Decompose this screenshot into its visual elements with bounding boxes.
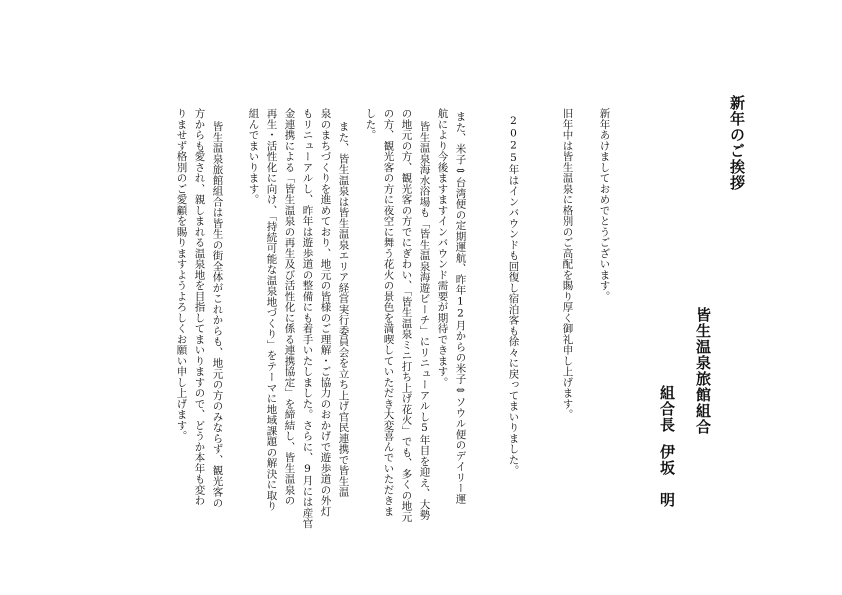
body-line: の地元の方、観光客の方でにぎわい、「皆生温泉ミニ打ち上げ花火」でも、多くの地元 — [400, 108, 413, 522]
body-line: 泉のまちづくりを進めており、地元の皆様のご理解・ご協力のおかげで遊歩道の外灯 — [319, 108, 332, 517]
body-line: した。 — [364, 108, 377, 141]
body-line: もリニューアルし、昨年は遊歩道の整備にも着手いたしました。さらに、9月には産官 — [301, 108, 314, 529]
signature-name: 伊坂 明 — [658, 444, 676, 508]
body-line: 2025年はインバウンドも回復し宿泊客も徐々に戻ってまいりました。 — [507, 115, 520, 476]
body-line: 新年あけましておめでとうございます。 — [598, 108, 611, 302]
body-line: 金連携による「皆生温泉の再生及び活性化に係る連携協定」を締結し、皆生温泉の — [283, 108, 296, 506]
body-line: りませず格別のご愛顧を賜りますようよろしくお願い申し上げます。 — [175, 108, 188, 442]
body-line: 航により今後ますますインバウンド需要が期待できます。 — [436, 108, 449, 388]
body-line: また、皆生温泉は皆生温泉エリア経営実行委員会を立ち上げ官民連携で皆生温 — [337, 121, 350, 498]
body-line: 再生・活性化に向け、「持続可能な温泉地づくり」をテーマに地域課題の解決に取り — [265, 108, 278, 512]
page-title: 新年のご挨拶 — [728, 95, 746, 191]
body-line: の方、観光客の方に夜空に舞う花火の景色を満喫していただき大変喜んでいただきま — [382, 108, 395, 517]
body-line: 皆生温泉旅館組合は皆生の街全体がこれからも、地元の方のみならず、観光客の — [211, 121, 224, 508]
signature-role: 組合長 — [658, 385, 676, 433]
signature-organization: 皆生温泉旅館組合 — [694, 307, 712, 435]
body-line: 旧年中は皆生温泉に格別のご高配を賜り厚く御礼申し上げます。 — [561, 108, 574, 420]
body-line: 組んでまいります。 — [247, 108, 260, 205]
body-line: 皆生温泉海水浴場も「皆生温泉海遊ビーチ」にリニューアルし5年目を迎え、大勢 — [418, 121, 431, 521]
body-line: 方からも愛され、親しまれる温泉地を目指してまいりますので、どうか本年も変わ — [193, 108, 206, 506]
body-line: また、米子⇔台湾便の定期運航、昨年12月からの米子⇔ソウル便のデイリー運 — [454, 111, 467, 504]
